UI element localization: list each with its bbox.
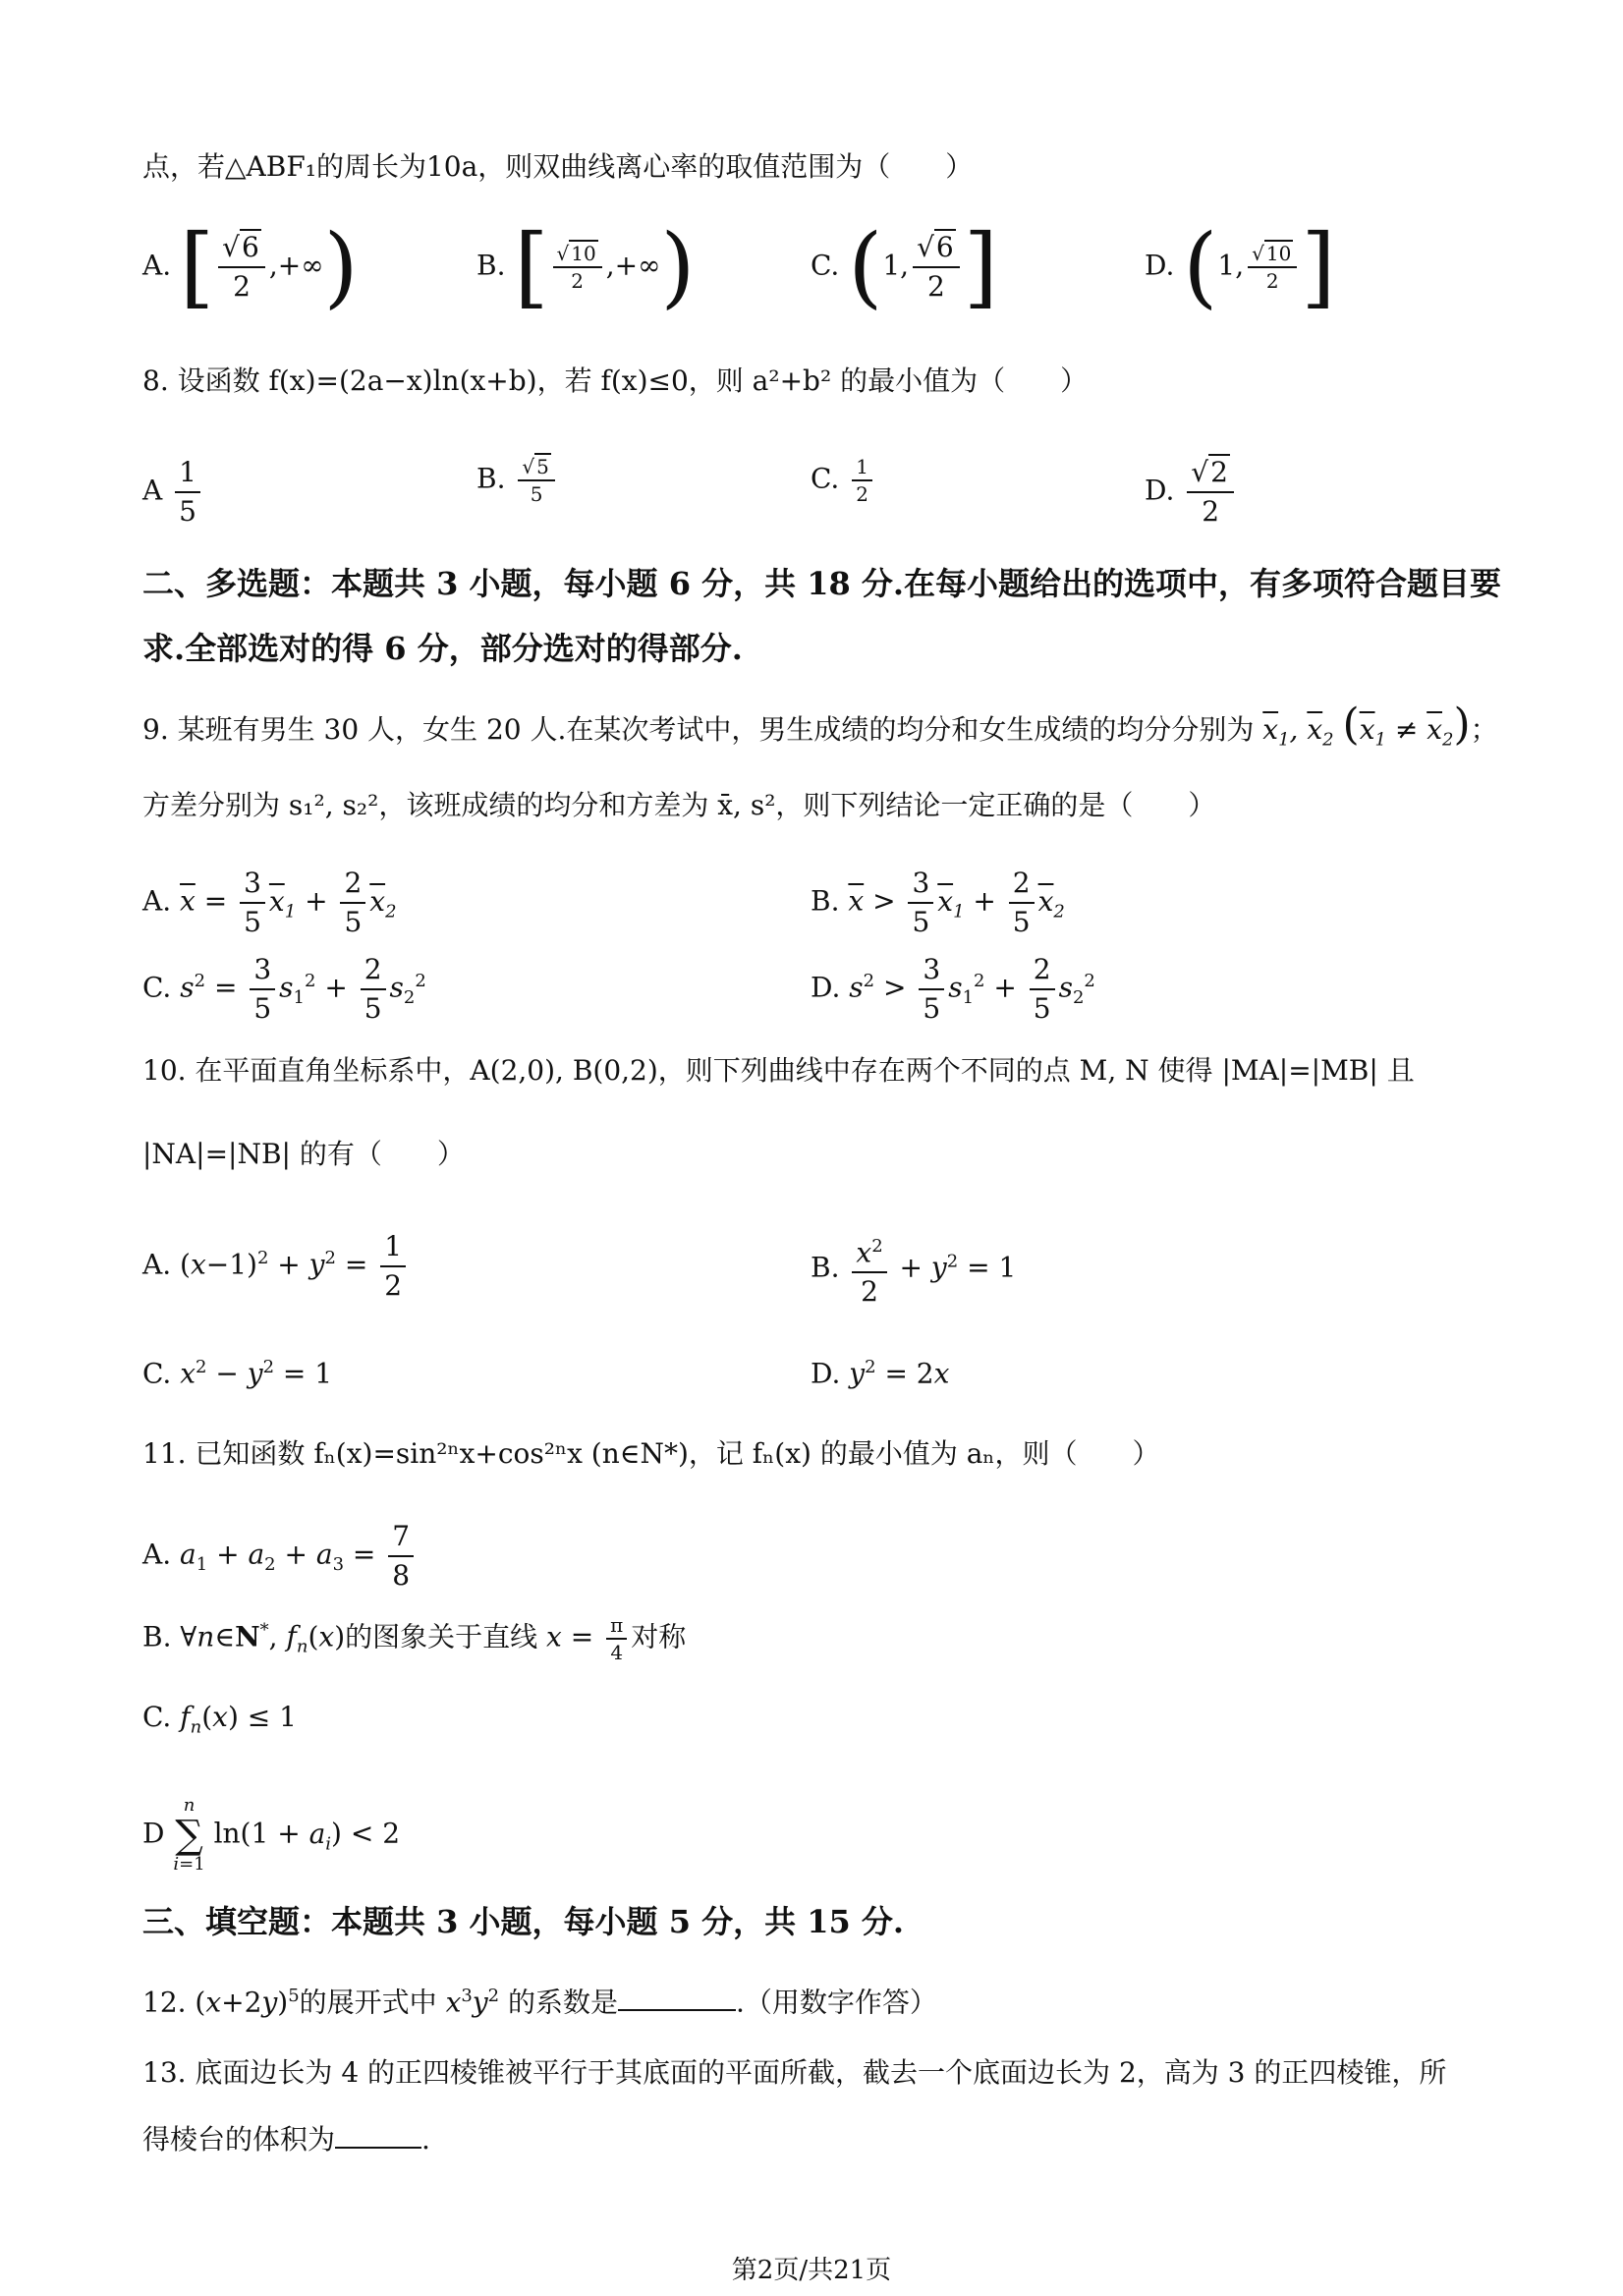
q11-option-d: D n ∑ i=1 $\ln(1 + a_i) < 2$ <box>142 1795 401 1875</box>
section-2-heading-line1: 二、多选题：本题共 3 小题，每小题 6 分，共 18 分.在每小题给出的选项中，有多项符合题目要 <box>142 565 1502 602</box>
q10-stem-line1: 10. 在平面直角坐标系中，A(2,0), B(0,2)，则下列曲线中存在两个不同的点 M, N 使得 |MA|=|MB| 且 <box>142 1054 1415 1087</box>
q12-stem: 12. $(x+2y)^5$的展开式中 $x^3y^2$ 的系数是 .（用数字作答） <box>142 1986 937 2019</box>
q8-option-b: B. $\frac{√ 5}{5}$ <box>476 454 559 507</box>
q13-stem-line1: 13. 底面边长为 4 的正四棱锥被平行于其底面的平面所截，截去一个底面边长为 2，高为 3 的正四棱锥，所 <box>142 2056 1447 2089</box>
section-2-heading-line2: 求.全部选对的得 6 分，部分选对的得部分. <box>142 630 743 667</box>
q7-option-d: D. (1, $\frac{√ 10}{2}$ ] <box>1145 215 1336 318</box>
q9-stem-line1: 9. 某班有男生 30 人，女生 20 人.在某次考试中，男生成绩的均分和女生成绩的均分分别为 $\overline{x}_1$, $\overline{x}_2$ $(\overline{x}_1 \ne \overline{x}_2)$； <box>142 700 1498 751</box>
q9-option-c: C. $s^2$ = $\frac{3}{5}$ $s_1^2$ + $\frac{2}{5}$ $s_2^2$ <box>142 953 426 1025</box>
q11-option-a: A. $a_1 + a_2 + a_3$ = $\frac{7}{8}$ <box>142 1518 418 1595</box>
q9-option-b: B. $\overline{x}$ > $\frac{3}{5}$ $\overline{x}_1$ + $\frac{2}{5}$ $\overline{x}_2$ <box>811 867 1065 938</box>
q7-stem-tail: 点，若△ABF₁的周长为10a，则双曲线离心率的取值范围为（ ） <box>142 150 974 183</box>
q8-option-a: A $\frac{1}{5}$ <box>142 454 204 531</box>
q7-option-a: A. [ $\frac{√6}{2}$ ,+∞) <box>142 215 359 318</box>
q7-option-c: C. (1, $\frac{√6}{2}$ ] <box>811 215 998 318</box>
q10-stem-line2: |NA|=|NB| 的有（ ） <box>142 1138 465 1170</box>
q8-option-c: C. $\frac{1}{2}$ <box>811 454 876 507</box>
q13-answer-blank[interactable] <box>335 2147 421 2149</box>
q11-option-b: B. ∀n∈N*, $f_n(x)$的图象关于直线 x = $\frac{\pi}{4}$ 对称 <box>142 1612 687 1664</box>
q13-stem-line2: 得棱台的体积为 . <box>142 2123 430 2156</box>
page-footer: 第2页/共21页 <box>731 2256 892 2285</box>
q11-option-c: C. $f_n(x) \le 1$ <box>142 1701 297 1738</box>
q8-option-d: D. $\frac{√2}{2}$ <box>1145 454 1238 531</box>
q10-option-a: A. $(x-1)^2 + y^2$ = $\frac{1}{2}$ <box>142 1228 410 1305</box>
q9-option-a: A. $\overline{x}$ = $\frac{3}{5}$ $\overline{x}_1$ + $\frac{2}{5}$ $\overline{x}_2$ <box>142 867 397 938</box>
q8-stem: 8. 设函数 f(x)=(2a−x)ln(x+b)，若 f(x)≤0，则 a²+b² 的最小值为（ ） <box>142 364 1089 397</box>
q9-option-d: D. $s^2$ > $\frac{3}{5}$ $s_1^2$ + $\frac{2}{5}$ $s_2^2$ <box>811 953 1095 1025</box>
q12-answer-blank[interactable] <box>618 2009 736 2011</box>
section-3-heading: 三、填空题：本题共 3 小题，每小题 5 分，共 15 分. <box>142 1903 905 1940</box>
q10-option-b: B. $\frac{x^2}{2}$ + $y^2 = 1$ <box>811 1228 1016 1311</box>
q11-stem: 11. 已知函数 fₙ(x)=sin²ⁿx+cos²ⁿx (n∈N*)，记 fₙ(x) 的最小值为 aₙ，则（ ） <box>142 1437 1160 1470</box>
q10-option-c: C. $x^2 - y^2 = 1$ <box>142 1357 333 1390</box>
q9-stem-line2: 方差分别为 s₁², s₂²，该班成绩的均分和方差为 x̄, s²，则下列结论一定正确的是（ ） <box>142 789 1216 821</box>
q7-option-b: B. [ $\frac{√ 10}{2}$ ,+∞) <box>476 215 696 318</box>
q10-option-d: D. $y^2 = 2x$ <box>811 1357 950 1390</box>
